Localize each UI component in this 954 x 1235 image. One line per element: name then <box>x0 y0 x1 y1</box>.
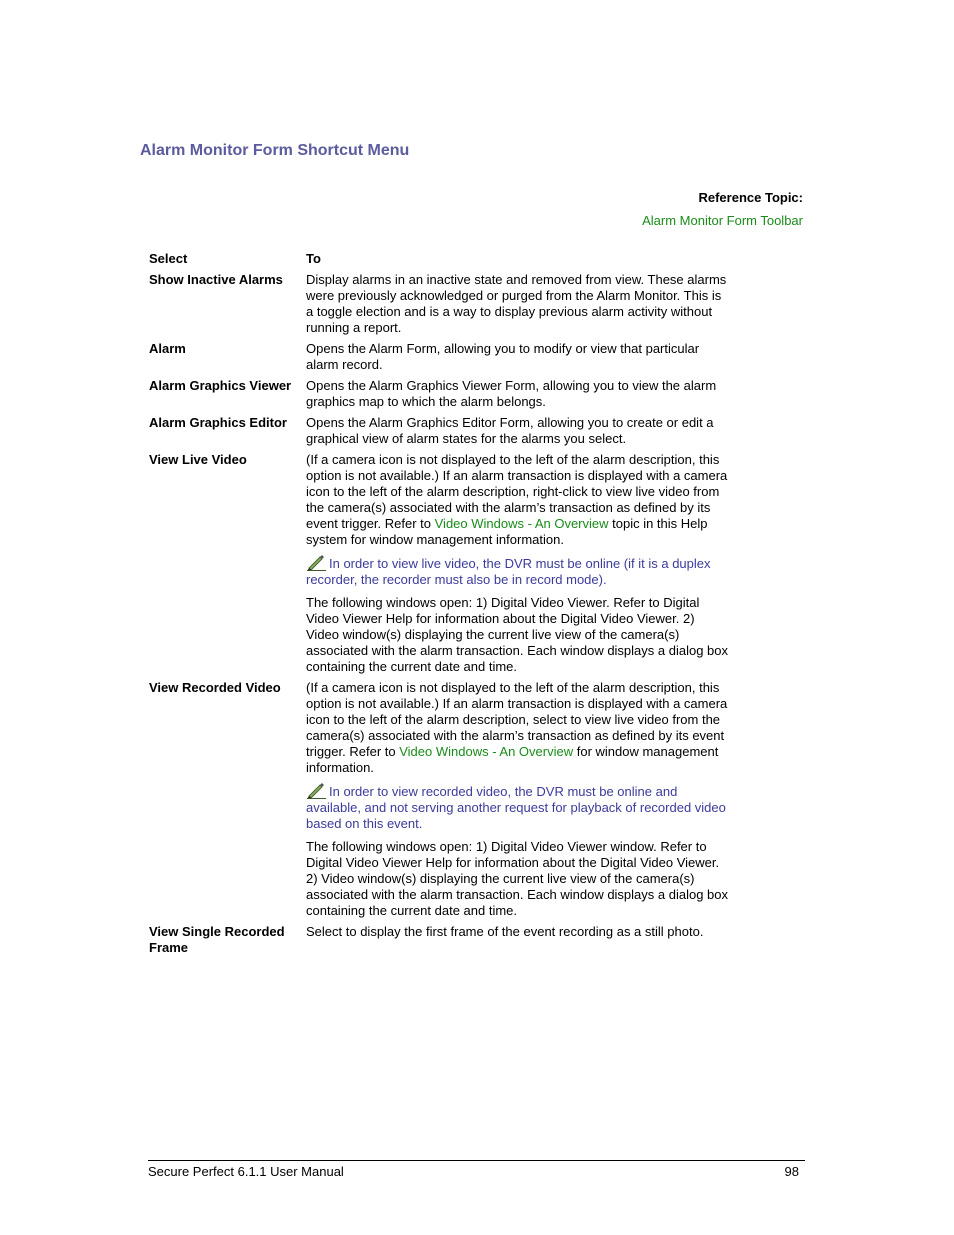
description-paragraph: (If a camera icon is not displayed to the left of the alarm description, this option is not available.) If an alarm transaction is displayed with a camera icon to the left of the alarm description, select to view live video from the camera(s) associated with the alarm’s transaction as defined by its event trigger. Refer to Video Windows - An Overview for window management information. <box>306 680 728 775</box>
reference-topic-label: Reference Topic: <box>698 190 803 205</box>
page-number: 98 <box>784 1164 799 1179</box>
note-pen-icon <box>306 555 327 571</box>
row-description: Opens the Alarm Graphics Viewer Form, allowing you to view the alarm graphics map to which the alarm belongs. <box>306 378 717 409</box>
table-row <box>149 272 729 336</box>
row-description <box>306 452 729 675</box>
row-select: Alarm Graphics Viewer <box>149 378 292 393</box>
video-windows-link[interactable]: Video Windows - An Overview <box>434 516 609 531</box>
description-paragraph: (If a camera icon is not displayed to the left of the alarm description, this option is not available.) If an alarm transaction is displayed with a camera icon to the left of the alarm description, right-click to view live video from the camera(s) associated with the alarm’s transaction as defined by its event trigger. Refer to Video Windows - An Overview topic in this Help system for window management information. <box>306 452 728 547</box>
row-select: Alarm <box>149 341 186 356</box>
table-row <box>149 680 729 919</box>
table-row <box>149 924 729 956</box>
reference-topic <box>642 186 803 232</box>
table-header <box>149 251 729 267</box>
row-description <box>306 680 729 919</box>
table-row <box>149 378 729 410</box>
row-description: Opens the Alarm Graphics Editor Form, allowing you to create or edit a graphical view of alarm states for the alarms you select. <box>306 415 714 446</box>
video-windows-link[interactable]: Video Windows - An Overview <box>399 744 574 759</box>
page-title: Alarm Monitor Form Shortcut Menu <box>140 142 410 159</box>
table-row <box>149 452 729 675</box>
description-paragraph: The following windows open: 1) Digital Video Viewer window. Refer to Digital Video Viewer Help for information about the Digital Video Viewer. 2) Video window(s) displaying the current live view of the camera(s) associated with the alarm transaction. Each window displays a dialog box containing the current date and time. <box>306 839 729 918</box>
manual-title: Secure Perfect 6.1.1 User Manual <box>148 1164 344 1179</box>
note-paragraph: In order to view recorded video, the DVR must be online and available, and not serving another request for playback of recorded video based on this event. <box>306 784 726 831</box>
page-footer <box>148 1160 805 1179</box>
row-description: Select to display the first frame of the event recording as a still photo. <box>306 924 704 939</box>
description-paragraph: The following windows open: 1) Digital Video Viewer. Refer to Digital Video Viewer Help for information about the Digital Video Viewer. 2) Video window(s) displaying the current live view of the camera(s) associated with the alarm transaction. Each window displays a dialog box containing the current date and time. <box>306 595 729 674</box>
reference-topic-link[interactable]: Alarm Monitor Form Toolbar <box>642 213 803 228</box>
row-description: Display alarms in an inactive state and removed from view. These alarms were previously acknowledged or purged from the Alarm Monitor. This is a toggle election and is a way to display previous alarm activity without running a report. <box>306 272 727 335</box>
table-row <box>149 415 729 447</box>
note-paragraph: In order to view live video, the DVR must be online (if it is a duplex recorder, the recorder must also be in record mode). <box>306 556 711 587</box>
row-select: View Single Recorded Frame <box>149 924 285 955</box>
note-pen-icon <box>306 783 327 799</box>
header-select: Select <box>149 251 188 266</box>
row-select: View Live Video <box>149 452 247 467</box>
shortcut-menu-table <box>149 251 729 961</box>
row-description: Opens the Alarm Form, allowing you to modify or view that particular alarm record. <box>306 341 700 372</box>
table-row <box>149 341 729 373</box>
header-to: To <box>306 251 321 266</box>
row-select: View Recorded Video <box>149 680 281 695</box>
row-select: Alarm Graphics Editor <box>149 415 287 430</box>
row-select: Show Inactive Alarms <box>149 272 283 287</box>
